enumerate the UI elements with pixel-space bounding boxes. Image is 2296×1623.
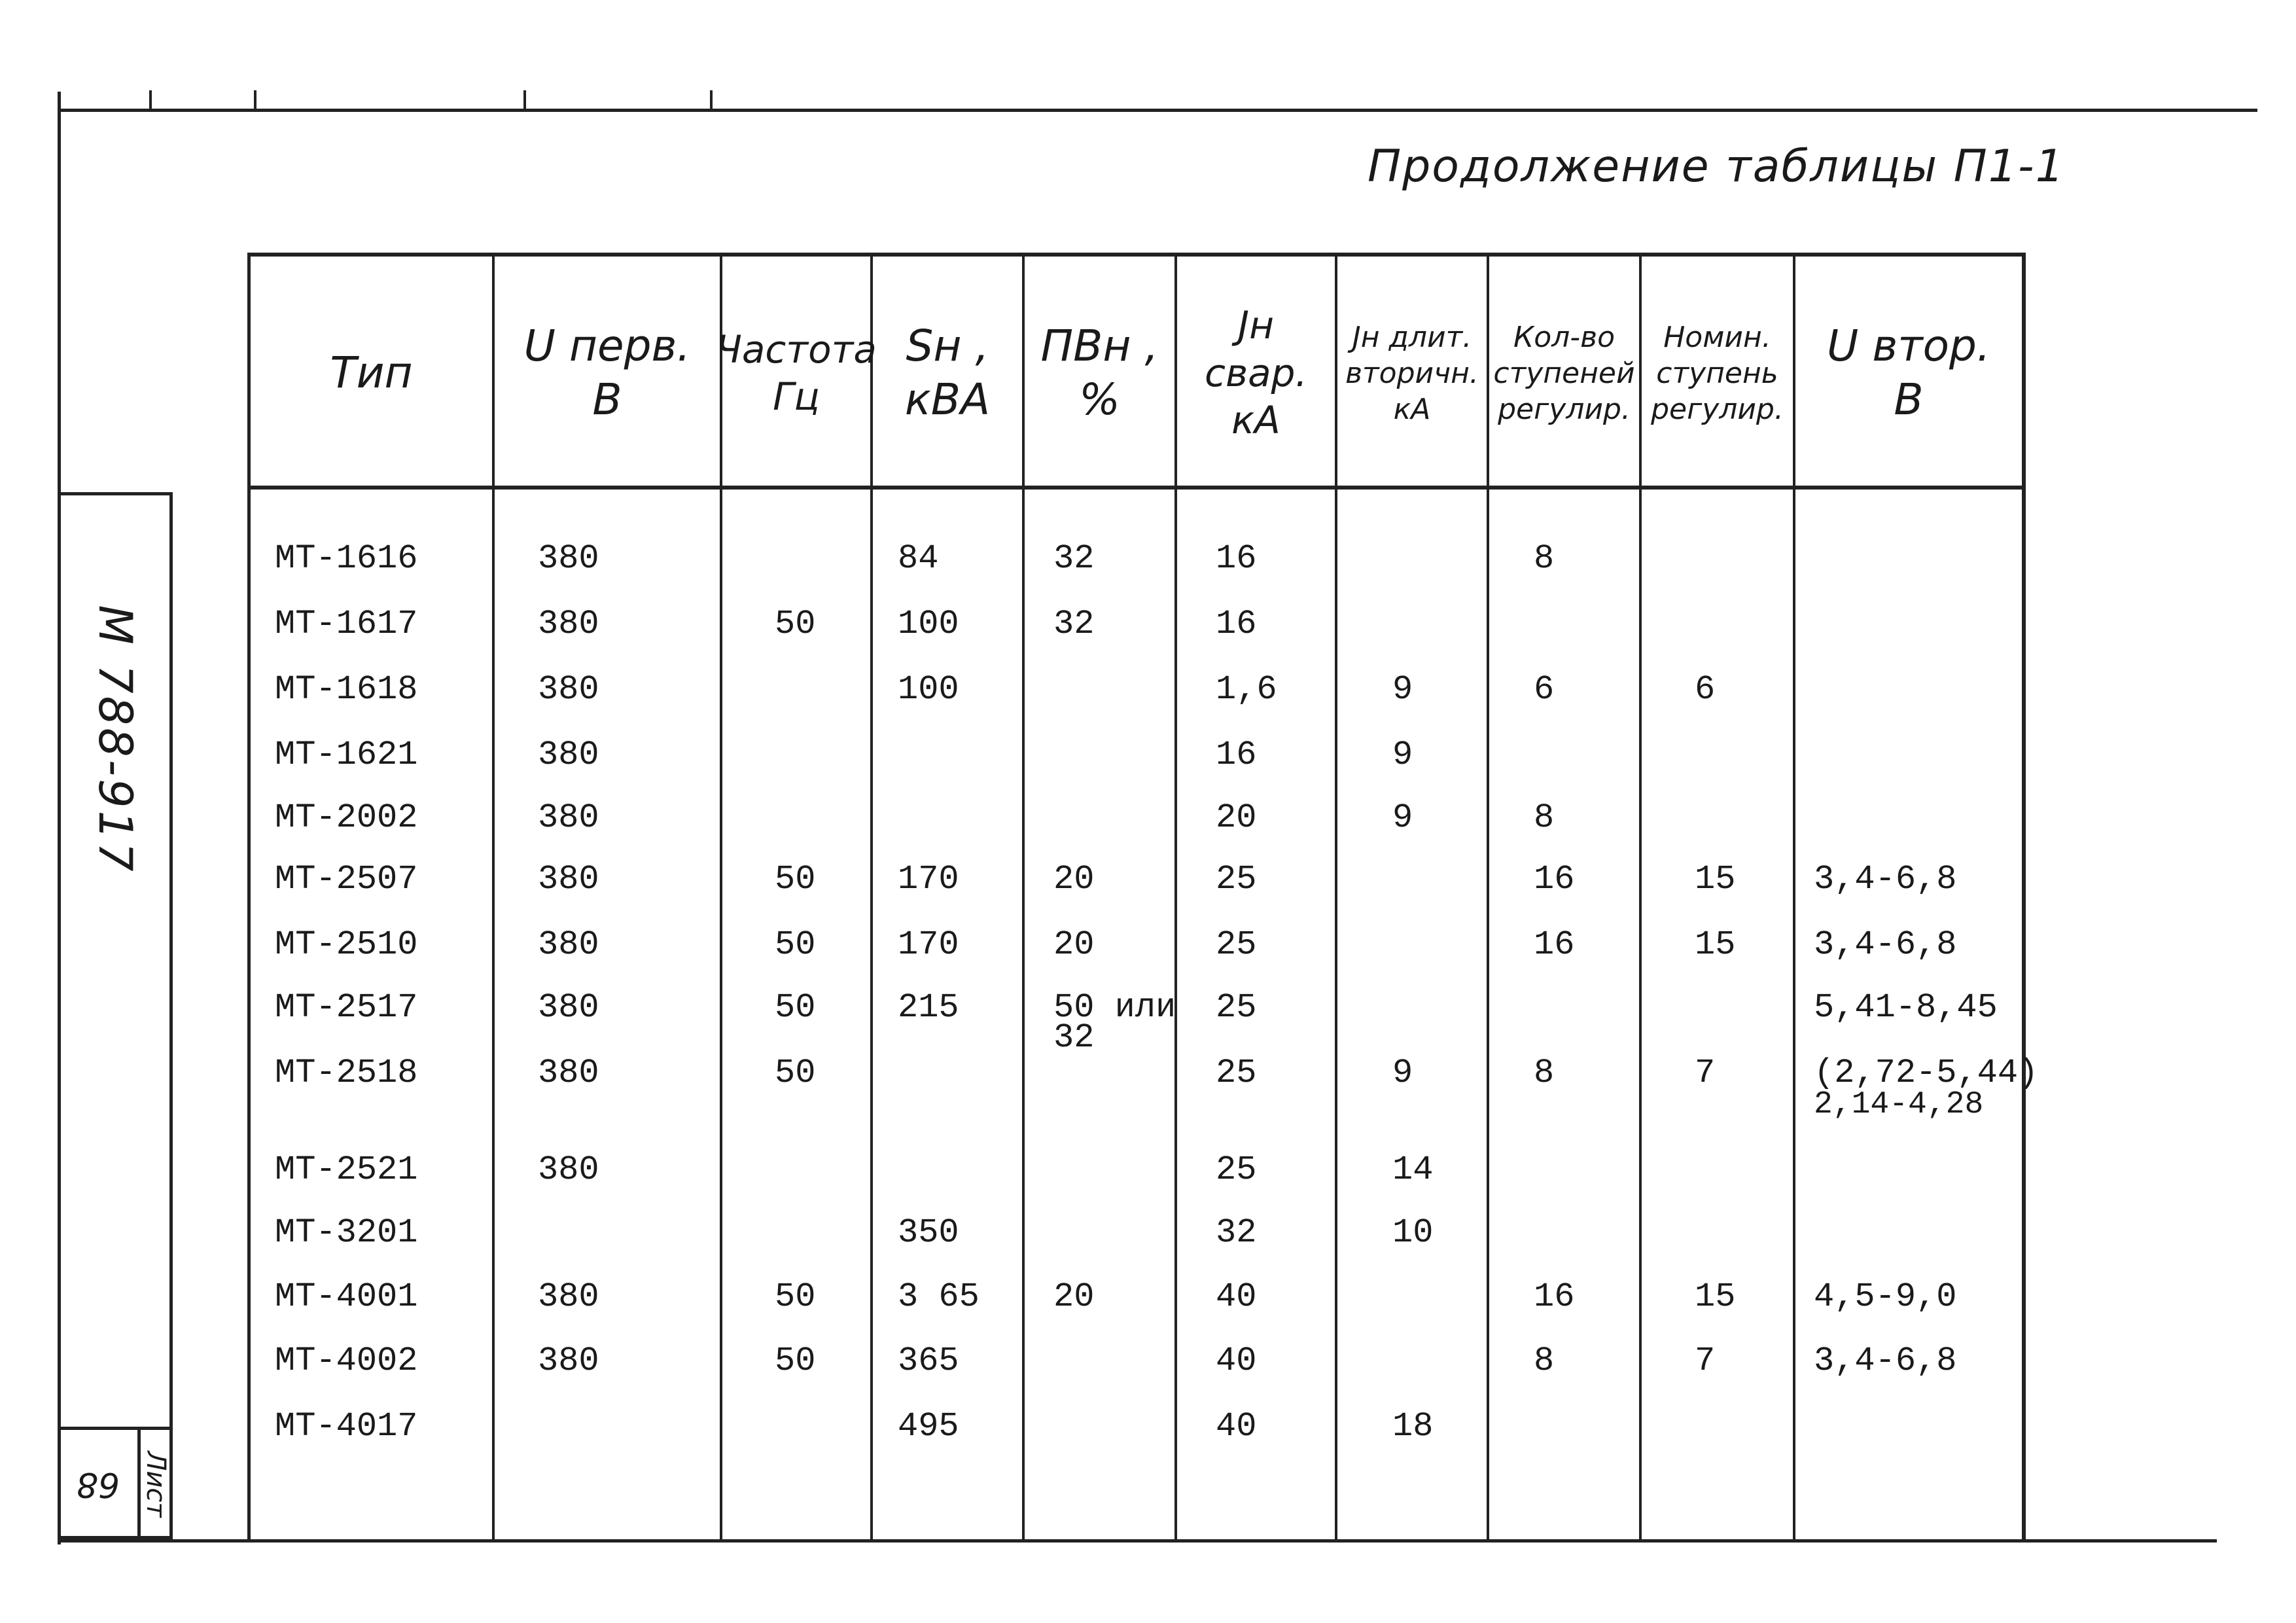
header-line: Кол-во xyxy=(1513,320,1615,354)
cell-nom-step: 15 xyxy=(1695,1277,1736,1316)
header-line: вторичн. xyxy=(1345,356,1479,390)
cell-u-prim: 380 xyxy=(538,670,599,709)
cell-u-sec: 3,4-6,8 xyxy=(1814,1342,1957,1380)
cell-i-weld: 16 xyxy=(1216,736,1257,774)
sheet-label: Лист xyxy=(141,1451,171,1518)
cell-duty: 32 xyxy=(1053,605,1095,643)
top-border-line xyxy=(59,109,2257,112)
header-line: ступень xyxy=(1656,356,1778,390)
header-line: Номин. xyxy=(1663,320,1771,354)
cell-power: 170 xyxy=(898,925,959,964)
cell-u-sec: 5,41-8,45 xyxy=(1814,988,1998,1027)
cell-nom-step: 6 xyxy=(1695,670,1716,709)
header-frequency xyxy=(716,268,877,478)
cell-i-weld: 25 xyxy=(1216,860,1257,899)
cell-i-weld: 40 xyxy=(1216,1277,1257,1316)
cell-u-prim: 380 xyxy=(538,798,599,837)
cell-u-prim: 380 xyxy=(538,736,599,774)
cell-steps: 8 xyxy=(1534,539,1555,578)
header-duty-cycle xyxy=(1025,268,1174,478)
cell-power: 100 xyxy=(898,605,959,643)
header-line: Jн длит. xyxy=(1352,320,1472,354)
cell-steps: 8 xyxy=(1534,798,1555,837)
cell-i-weld: 40 xyxy=(1216,1342,1257,1380)
header-line: % xyxy=(1079,374,1120,425)
header-type-line: Тип xyxy=(330,347,413,398)
cell-i-weld: 25 xyxy=(1216,1054,1257,1092)
cell-steps: 16 xyxy=(1534,1277,1575,1316)
header-line: В xyxy=(592,374,622,425)
cell-duty: 20 xyxy=(1053,1277,1095,1316)
cell-i-weld: 20 xyxy=(1216,798,1257,837)
cell-i-sec: 9 xyxy=(1392,736,1413,774)
header-line: Sн , xyxy=(906,320,989,371)
cell-u-sec: 3,4-6,8 xyxy=(1814,925,1957,964)
cell-type: МТ-3201 xyxy=(275,1213,418,1252)
cell-u-prim: 380 xyxy=(538,925,599,964)
cell-nom-step: 7 xyxy=(1695,1342,1716,1380)
cell-steps: 8 xyxy=(1534,1342,1555,1380)
header-line: U перв. xyxy=(523,320,691,371)
cell-u-prim: 380 xyxy=(538,605,599,643)
cell-i-weld: 16 xyxy=(1216,605,1257,643)
header-line: кА xyxy=(1393,392,1431,426)
cell-steps: 16 xyxy=(1534,925,1575,964)
header-line: кА xyxy=(1231,398,1280,443)
header-line: кВА xyxy=(904,374,991,425)
cell-i-sec: 18 xyxy=(1392,1407,1434,1446)
border-tick xyxy=(523,90,526,110)
cell-i-weld: 25 xyxy=(1216,988,1257,1027)
header-line: ПВн , xyxy=(1040,320,1159,371)
header-line: ступеней xyxy=(1493,356,1635,390)
header-nominal-step xyxy=(1642,268,1793,478)
cell-i-sec: 10 xyxy=(1392,1213,1434,1252)
cell-duty: 32 xyxy=(1053,539,1095,578)
header-line: Гц xyxy=(773,374,820,419)
cell-u-sec: (2,72-5,44) xyxy=(1814,1054,2039,1092)
cell-type: МТ-2002 xyxy=(275,798,418,837)
cell-freq: 50 xyxy=(775,1277,816,1316)
cell-nom-step: 15 xyxy=(1695,925,1736,964)
cell-type: МТ-4002 xyxy=(275,1342,418,1380)
cell-power: 365 xyxy=(898,1342,959,1380)
cell-duty: 50 или xyxy=(1053,988,1176,1027)
header-step-count xyxy=(1489,268,1639,478)
cell-u-prim: 380 xyxy=(538,1342,599,1380)
cell-freq: 50 xyxy=(775,860,816,899)
cell-type: МТ-2507 xyxy=(275,860,418,899)
cell-nom-step: 15 xyxy=(1695,860,1736,899)
cell-power: 3 65 xyxy=(898,1277,980,1316)
header-secondary-current xyxy=(1337,268,1487,478)
cell-power: 170 xyxy=(898,860,959,899)
cell-i-weld: 40 xyxy=(1216,1407,1257,1446)
header-line: Jн xyxy=(1237,303,1275,348)
cell-type: МТ-2517 xyxy=(275,988,418,1027)
header-weld-current xyxy=(1177,268,1335,478)
cell-i-weld: 16 xyxy=(1216,539,1257,578)
cell-u-prim: 380 xyxy=(538,539,599,578)
cell-u-prim: 380 xyxy=(538,988,599,1027)
cell-i-weld: 32 xyxy=(1216,1213,1257,1252)
cell-u-prim: 380 xyxy=(538,1277,599,1316)
cell-type: МТ-1621 xyxy=(275,736,418,774)
cell-i-weld: 1,6 xyxy=(1216,670,1277,709)
cell-freq: 50 xyxy=(775,605,816,643)
cell-steps: 16 xyxy=(1534,860,1575,899)
cell-steps: 8 xyxy=(1534,1054,1555,1092)
cell-type: МТ-2510 xyxy=(275,925,418,964)
document-code: М 788-917 xyxy=(88,605,142,874)
header-line: U втор. xyxy=(1827,320,1990,371)
cell-power: 350 xyxy=(898,1213,959,1252)
bottom-border-line xyxy=(58,1539,2217,1543)
cell-nom-step: 7 xyxy=(1695,1054,1716,1092)
cell-u-prim: 380 xyxy=(538,1150,599,1189)
cell-type: МТ-2521 xyxy=(275,1150,418,1189)
cell-i-sec: 9 xyxy=(1392,798,1413,837)
cell-steps: 6 xyxy=(1534,670,1555,709)
cell-type: МТ-4001 xyxy=(275,1277,418,1316)
cell-i-sec: 9 xyxy=(1392,1054,1413,1092)
cell-freq: 50 xyxy=(775,925,816,964)
header-line: свар. xyxy=(1205,350,1307,395)
cell-power: 100 xyxy=(898,670,959,709)
cell-i-sec: 14 xyxy=(1392,1150,1434,1189)
cell-duty: 20 xyxy=(1053,925,1095,964)
cell-u-sec: 4,5-9,0 xyxy=(1814,1277,1957,1316)
header-line: регулир. xyxy=(1498,392,1631,426)
cell-type: МТ-1617 xyxy=(275,605,418,643)
cell-type: МТ-4017 xyxy=(275,1407,418,1446)
cell-power: 84 xyxy=(898,539,939,578)
header-power xyxy=(873,268,1022,478)
cell-freq: 50 xyxy=(775,1342,816,1380)
cell-type: МТ-2518 xyxy=(275,1054,418,1092)
page-title: Продолжение таблицы П1-1 xyxy=(1368,141,2065,192)
header-line: регулир. xyxy=(1651,392,1784,426)
header-primary-voltage xyxy=(495,268,720,478)
header-divider xyxy=(247,486,2026,490)
cell-duty: 20 xyxy=(1053,860,1095,899)
cell-i-sec: 9 xyxy=(1392,670,1413,709)
cell-duty-alt: 32 xyxy=(1053,1018,1095,1057)
cell-u-prim: 380 xyxy=(538,1054,599,1092)
cell-type: МТ-1618 xyxy=(275,670,418,709)
border-tick xyxy=(254,90,256,110)
cell-u-sec-alt: 2,14-4,28 xyxy=(1814,1087,1984,1122)
cell-type: МТ-1616 xyxy=(275,539,418,578)
header-type xyxy=(251,268,492,478)
cell-power: 215 xyxy=(898,988,959,1027)
cell-freq: 50 xyxy=(775,1054,816,1092)
header-secondary-voltage xyxy=(1795,268,2022,478)
header-line: Частота xyxy=(716,327,877,372)
border-tick xyxy=(710,90,713,110)
cell-u-prim: 380 xyxy=(538,860,599,899)
cell-i-weld: 25 xyxy=(1216,1150,1257,1189)
cell-freq: 50 xyxy=(775,988,816,1027)
sheet-number: 68 xyxy=(76,1465,120,1504)
cell-u-sec: 3,4-6,8 xyxy=(1814,860,1957,899)
cell-power: 495 xyxy=(898,1407,959,1446)
border-tick xyxy=(149,90,152,110)
cell-i-weld: 25 xyxy=(1216,925,1257,964)
header-line: В xyxy=(1894,374,1924,425)
